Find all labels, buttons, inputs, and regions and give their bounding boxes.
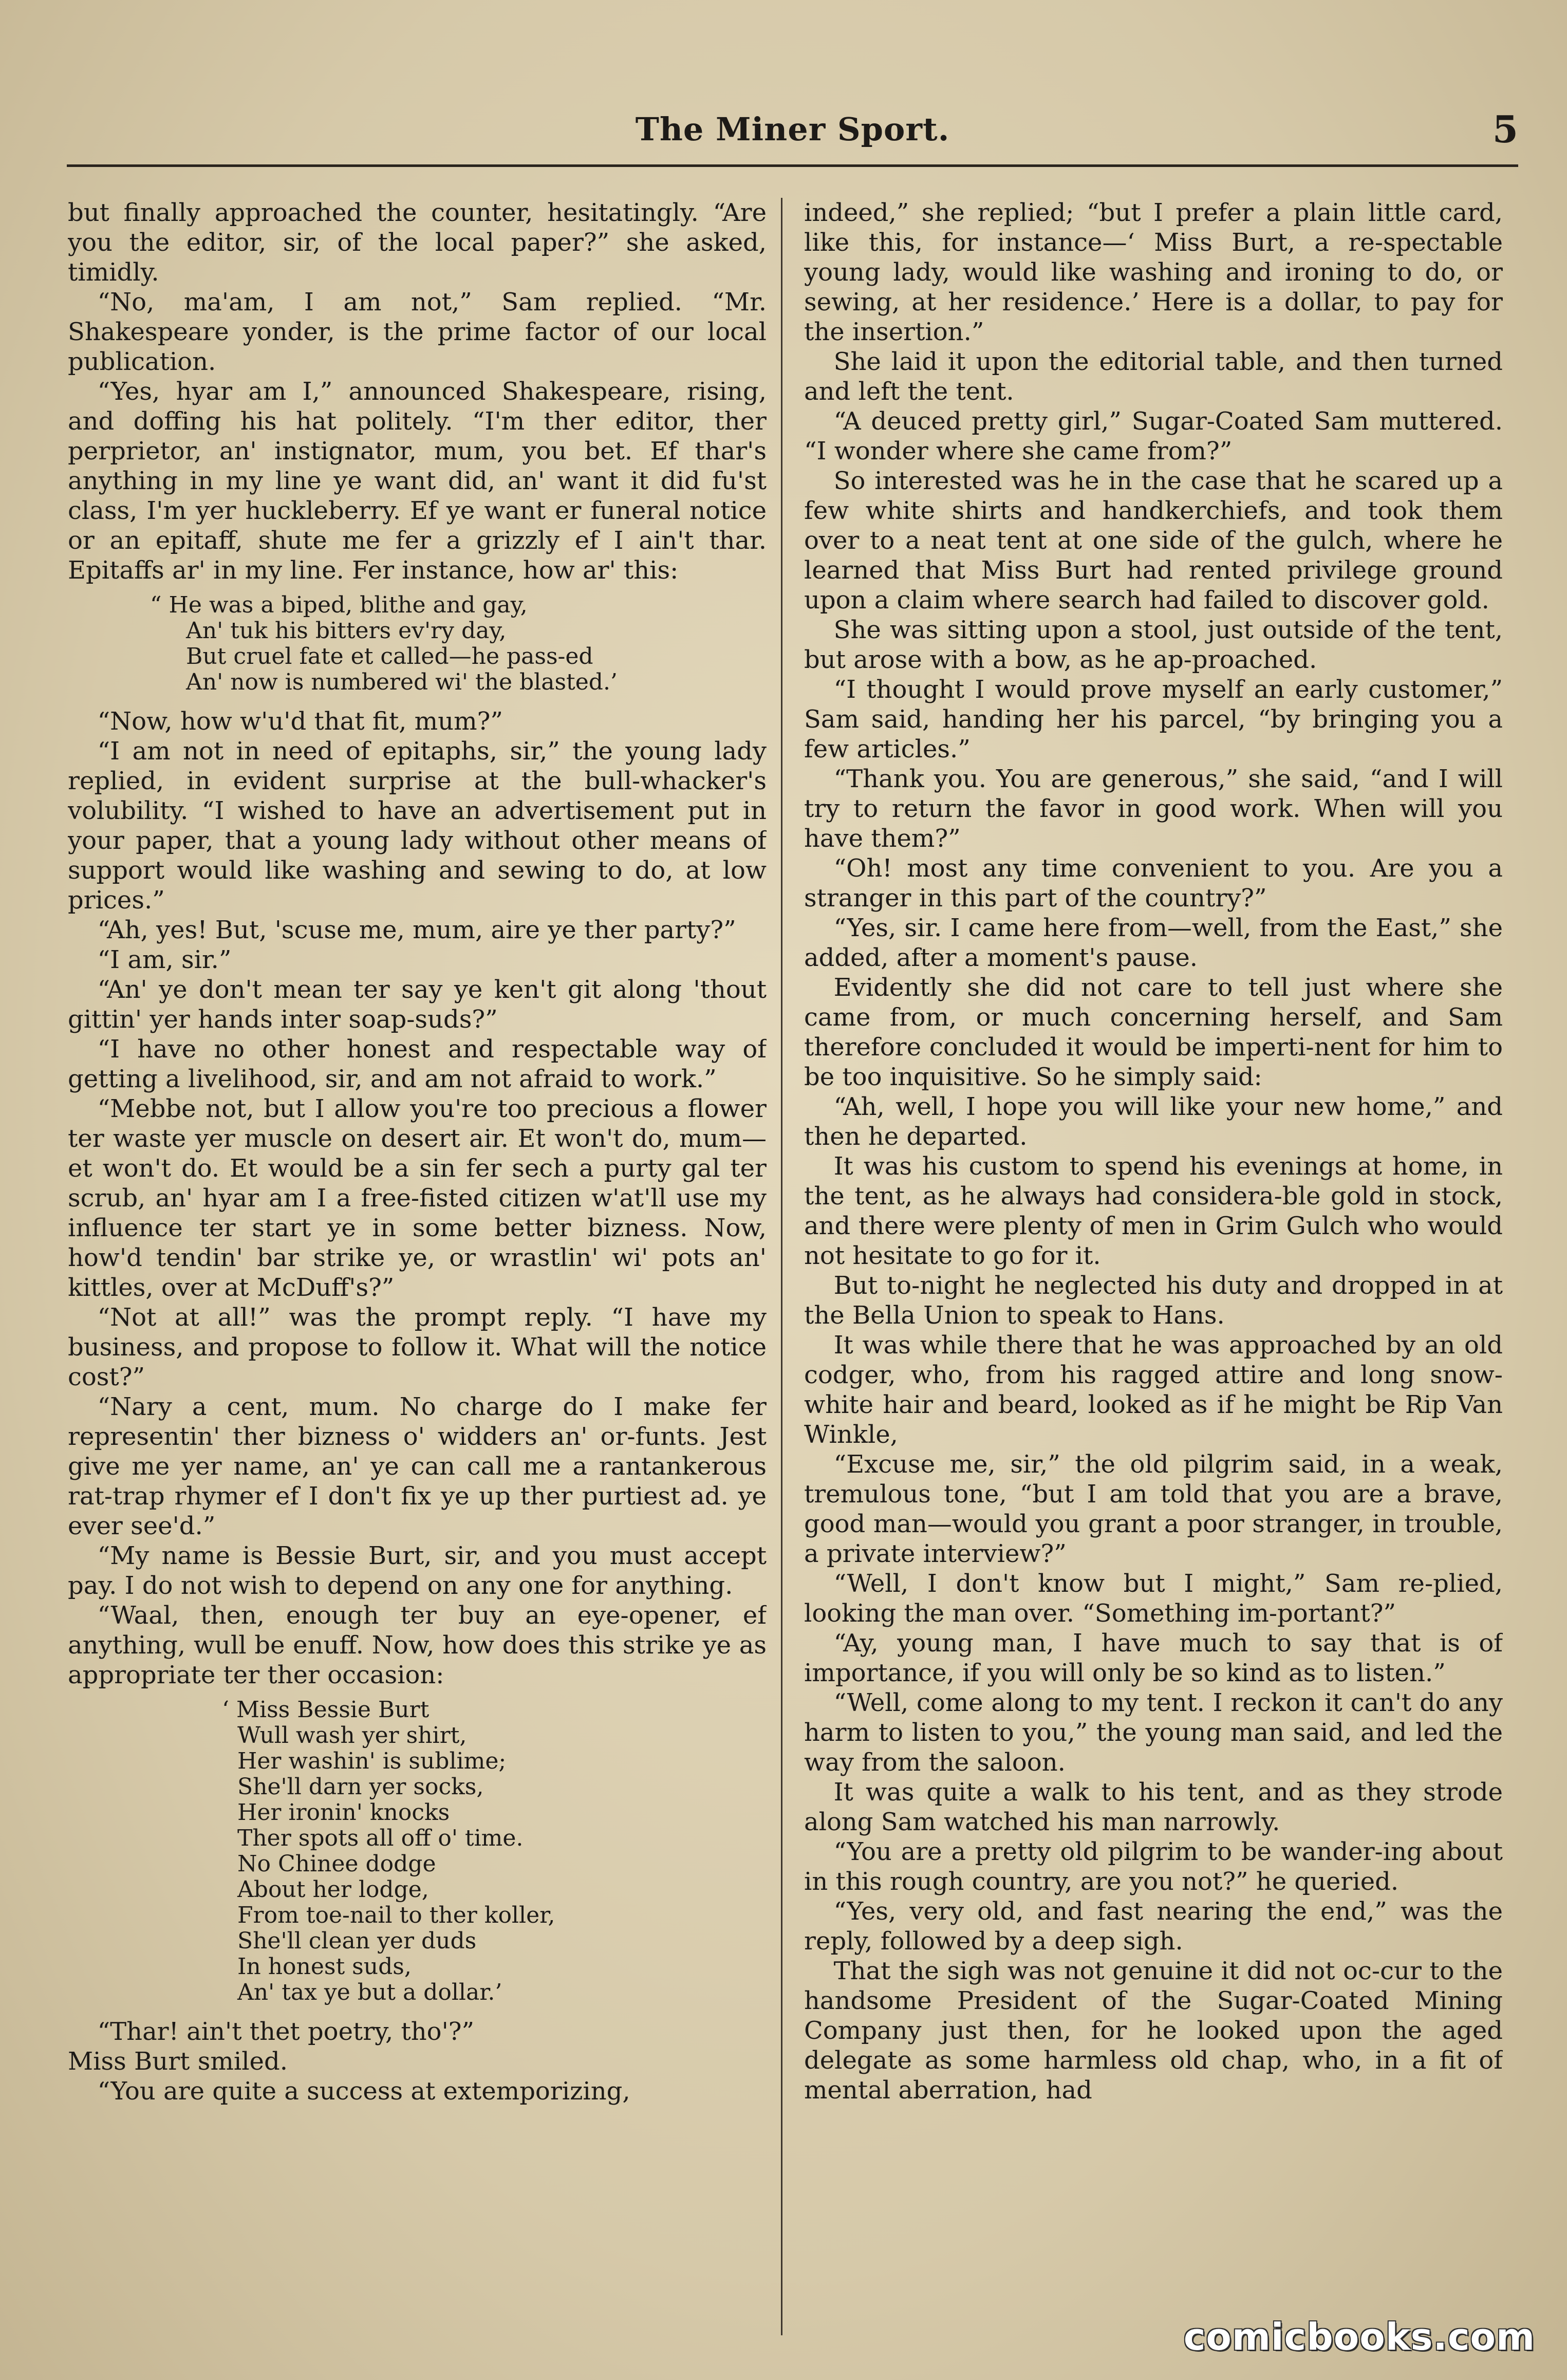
- paragraph: “No, ma'am, I am not,” Sam replied. “Mr. Shakespeare yonder, is the prime factor of our local publication.: [68, 288, 767, 376]
- paragraph: “Thar! ain't thet poetry, tho'?”: [97, 2017, 475, 2046]
- header-rule: [67, 164, 1518, 167]
- verse-line: But cruel fate et called—he pass-ed: [186, 643, 593, 670]
- paragraph: “Mebbe not, but I allow you're too precious a flower ter waste yer muscle on desert air. Et won't do, mum—et won't do. Et would be a sin fer sech a purty gal ter scrub, an' hyar am I a free-fisted citizen w'at'll use my influence ter start ye in some better bizness. Now, how'd tendin' bar strike ye, or wrastlin' wi' pots an' kittles, over at McDuff's?”: [68, 1094, 767, 1302]
- verse-line: Ther spots all off o' time.: [237, 1825, 524, 1851]
- paragraph: “My name is Bessie Burt, sir, and you must accept pay. I do not wish to depend on any one for anything.: [68, 1541, 767, 1600]
- paragraph: “Yes, very old, and fast nearing the end,” was the reply, followed by a deep sigh.: [804, 1897, 1503, 1956]
- paragraph: “Thank you. You are generous,” she said, “and I will try to return the favor in good work. When will you have them?”: [804, 765, 1503, 853]
- paragraph: “Ah, yes! But, 'scuse me, mum, aire ye ther party?”: [97, 916, 736, 944]
- running-title: The Miner Sport.: [635, 110, 950, 148]
- paragraph: “I am not in need of epitaphs, sir,” the young lady replied, in evident surprise at the bull-whacker's volubility. “I wished to have an advertisement put in your paper, that a young lady without other means of support would like washing and sewing to do, at low prices.”: [68, 737, 767, 915]
- verse-line: An' now is numbered wi' the blasted.’: [186, 669, 618, 695]
- page-number: 5: [1492, 107, 1518, 151]
- paragraph: “Well, I don't know but I might,” Sam re-plied, looking the man over. “Something im-portant?”: [804, 1569, 1503, 1628]
- paragraph: “Yes, hyar am I,” announced Shakespeare, rising, and doffing his hat politely. “I'm ther editor, ther perprietor, an' instignator, mum, you bet. Ef thar's anything in my line ye want did, an' want it did fu'st class, I'm yer huckleberry. Ef ye want er funeral notice or an epitaff, shute me fer a grizzly ef I ain't thar. Epitaffs ar' in my line. Fer instance, how ar' this:: [68, 377, 767, 585]
- paragraph: “Not at all!” was the prompt reply. “I have my business, and propose to follow it. What will the notice cost?”: [68, 1303, 767, 1391]
- paragraph: “I am, sir.”: [97, 945, 232, 974]
- verse-line: No Chinee dodge: [237, 1851, 436, 1877]
- paragraph: indeed,” she replied; “but I prefer a plain little card, like this, for instance—‘ Miss Burt, a re-spectable young lady, would like washing and ironing to do, or sewing, at her residence.’ Here is a dollar, to pay for the insertion.”: [804, 198, 1503, 346]
- paragraph: “Nary a cent, mum. No charge do I make fer representin' ther bizness o' widders an' or-funts. Jest give me yer name, an' ye can call me a rantankerous rat-trap rhymer ef I don't fix ye up ther purtiest ad. ye ever see'd.”: [68, 1392, 767, 1540]
- paragraph: “You are a pretty old pilgrim to be wander-ing about in this rough country, are you not?” he queried.: [804, 1837, 1503, 1896]
- paragraph: It was his custom to spend his evenings at home, in the tent, as he always had considera-ble gold in stock, and there were plenty of men in Grim Gulch who would not hesitate to go for it.: [804, 1152, 1503, 1270]
- verse-line: “ He was a biped, blithe and gay,: [150, 592, 528, 618]
- paragraph: “Yes, sir. I came here from—well, from the East,” she added, after a moment's pause.: [804, 914, 1503, 972]
- paragraph: Evidently she did not care to tell just where she came from, or much concerning herself, and Sam therefore concluded it would be imperti-nent for him to be too inquisitive. So he simply said:: [804, 973, 1503, 1091]
- paragraph: She laid it upon the editorial table, and then turned and left the tent.: [804, 347, 1503, 406]
- paragraph: “A deuced pretty girl,” Sugar-Coated Sam muttered. “I wonder where she came from?”: [804, 407, 1503, 466]
- verse-line: Her washin' is sublime;: [237, 1748, 507, 1774]
- paragraph: It was quite a walk to his tent, and as they strode along Sam watched his man narrowly.: [804, 1778, 1503, 1836]
- advertisement-verse: [68, 1697, 767, 2005]
- column-divider: [781, 198, 782, 2335]
- paragraph: “I thought I would prove myself an early customer,” Sam said, handing her his parcel, “by bringing you a few articles.”: [804, 675, 1503, 764]
- verse-line: An' tax ye but a dollar.’: [237, 1979, 502, 2005]
- page-header: [67, 105, 1518, 157]
- right-column: [804, 198, 1503, 2335]
- paragraph: “Excuse me, sir,” the old pilgrim said, in a weak, tremulous tone, “but I am told that you are a brave, good man—would you grant a poor stranger, in trouble, a private interview?”: [804, 1450, 1503, 1568]
- paragraph: “Ay, young man, I have much to say that is of importance, if you will only be so kind as to listen.”: [804, 1629, 1503, 1687]
- paragraph: So interested was he in the case that he scared up a few white shirts and handkerchiefs, and took them over to a neat tent at one side of the gulch, where he learned that Miss Burt had rented privilege ground upon a claim where search had failed to discover gold.: [804, 467, 1503, 615]
- verse-line: ‘ Miss Bessie Burt: [222, 1697, 430, 1723]
- verse-line: She'll darn yer socks,: [237, 1774, 484, 1800]
- verse-line: Wull wash yer shirt,: [237, 1722, 467, 1749]
- paragraph: “Ah, well, I hope you will like your new home,” and then he departed.: [804, 1092, 1503, 1151]
- paragraph: That the sigh was not genuine it did not oc-cur to the handsome President of the Sugar-Coated Mining Company just then, for he looked upon the aged delegate as some harmless old chap, who, in a fit of mental aberration, had: [804, 1957, 1503, 2105]
- paragraph: “Oh! most any time convenient to you. Are you a stranger in this part of the country?”: [804, 854, 1503, 913]
- verse-line: An' tuk his bitters ev'ry day,: [186, 618, 507, 644]
- paragraph: It was while there that he was approached by an old codger, who, from his ragged attire and long snow-white hair and beard, looked as if he might be Rip Van Winkle,: [804, 1331, 1503, 1449]
- paragraph: But to-night he neglected his duty and dropped in at the Bella Union to speak to Hans.: [804, 1271, 1503, 1330]
- paragraph: “Well, come along to my tent. I reckon it can't do any harm to listen to you,” the young man said, and led the way from the saloon.: [804, 1688, 1503, 1777]
- paragraph: “Waal, then, enough ter buy an eye-opener, ef anything, wull be enuff. Now, how does this strike ye as appropriate ter ther occasion:: [68, 1601, 767, 1689]
- verse-line: She'll clean yer duds: [237, 1928, 477, 1954]
- paragraph: “You are quite a success at extemporizing,: [97, 2077, 630, 2106]
- verse-line: Her ironin' knocks: [237, 1799, 450, 1826]
- verse-line: From toe-nail to ther koller,: [237, 1902, 555, 1928]
- left-column: [68, 198, 767, 2335]
- paragraph: “I have no other honest and respectable way of getting a livelihood, sir, and am not afraid to work.”: [68, 1035, 767, 1093]
- verse-line: About her lodge,: [237, 1876, 429, 1903]
- paragraph: “An' ye don't mean ter say ye ken't git along 'thout gittin' yer hands inter soap-suds?”: [68, 975, 767, 1034]
- verse-line: In honest suds,: [237, 1954, 412, 1980]
- paragraph: She was sitting upon a stool, just outside of the tent, but arose with a bow, as he ap-proached.: [804, 616, 1503, 674]
- paragraph: “Now, how w'u'd that fit, mum?”: [97, 707, 503, 736]
- paragraph: Miss Burt smiled.: [68, 2047, 288, 2076]
- epitaph-verse: [68, 592, 767, 695]
- paragraph: but finally approached the counter, hesitatingly. “Are you the editor, sir, of the local paper?” she asked, timidly.: [68, 198, 767, 287]
- site-watermark: comicbooks.com: [1183, 2315, 1535, 2358]
